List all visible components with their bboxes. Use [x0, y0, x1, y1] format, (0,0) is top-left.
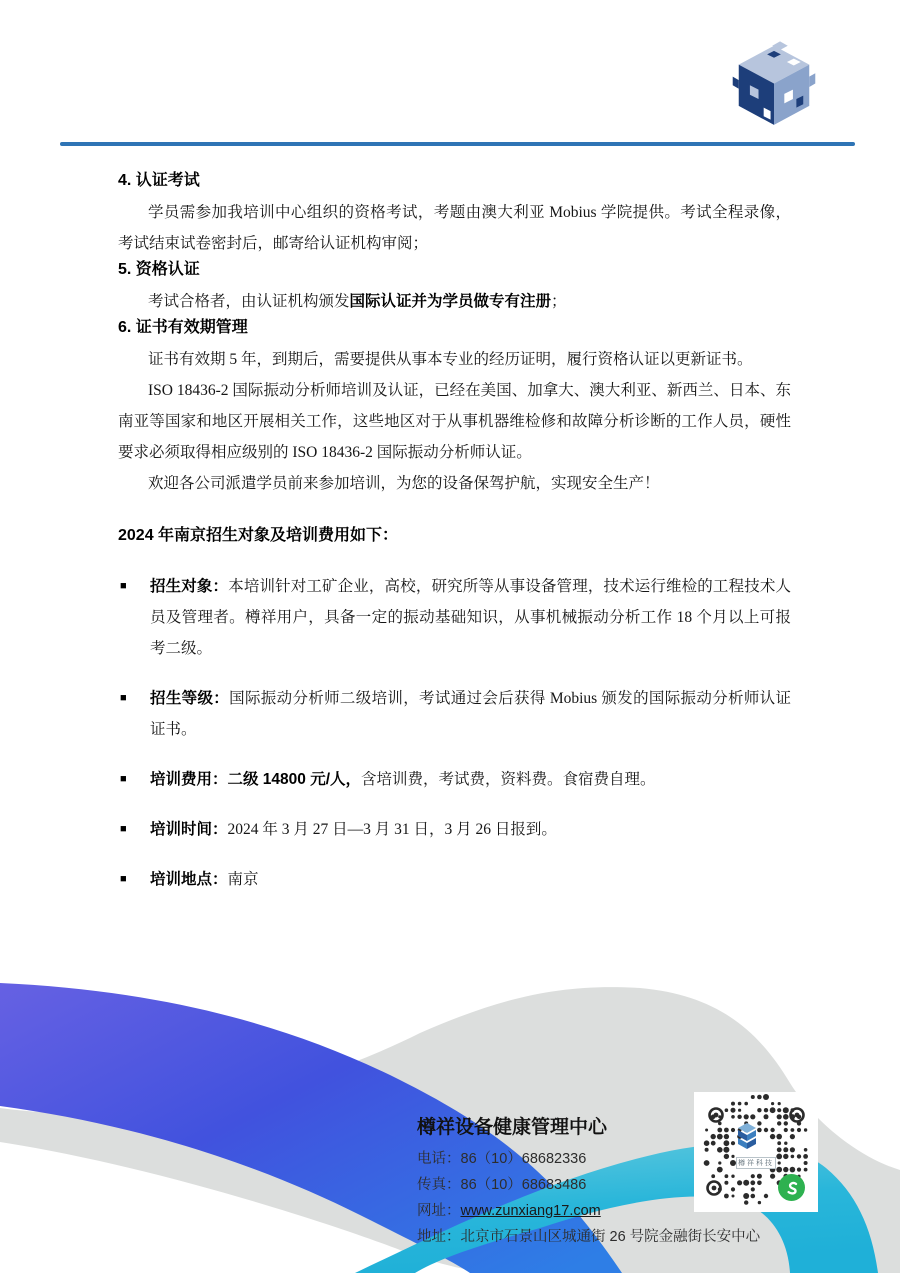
item-text: 南京	[227, 871, 259, 888]
list-item-fee	[118, 764, 791, 795]
header-rule	[60, 142, 855, 146]
list-item-level	[118, 683, 791, 745]
bullet-square-icon: ■	[120, 580, 127, 592]
section4-text: 学员需参加我培训中心组织的资格考试，考题由澳大利亚 Mobius 学院提供。考试全程录像，考试结束试卷密封后，邮寄给认证机构审阅；	[118, 204, 791, 252]
section6-title: 证书有效期管理	[135, 319, 248, 336]
website-link[interactable]: www.zunxiang17.com	[460, 1203, 601, 1219]
item-label: 培训时间：	[150, 821, 228, 838]
section5-suffix: ；	[551, 293, 567, 310]
bullet-square-icon: ■	[120, 773, 127, 785]
section6-paragraph-3: 欢迎各公司派遣学员前来参加培训，为您的设备保驾护航，实现安全生产！	[148, 475, 660, 492]
section5-number: 5.	[118, 261, 132, 278]
item-text: 含培训费，考试费，资料费。食宿费自理。	[361, 771, 656, 788]
section5-text: 考试合格者，由认证机构颁发	[148, 293, 350, 310]
address-text: 北京市石景山区城通街 26 号院金融街长安中心	[460, 1229, 761, 1245]
section4-title: 认证考试	[135, 172, 200, 189]
website-label: 网址：	[417, 1203, 461, 1219]
address-line	[417, 1224, 787, 1250]
list-item-location	[118, 864, 791, 895]
section4-heading	[118, 170, 791, 192]
bullet-square-icon: ■	[120, 823, 127, 835]
list-item-target-audience	[118, 571, 791, 664]
item-label: 培训费用：二级 14800 元/人，	[150, 771, 362, 788]
phone-number: 86（10）68682336	[460, 1151, 587, 1167]
section5-bold-text: 国际认证并为学员做专有注册	[349, 293, 552, 310]
item-label: 培训地点：	[150, 871, 228, 888]
item-text: 2024 年 3 月 27 日—3 月 31 日，3 月 26 日报到。	[227, 821, 557, 838]
item-label: 招生等级：	[150, 690, 230, 707]
bullet-square-icon: ■	[120, 692, 127, 704]
section6-paragraph-2: ISO 18436-2 国际振动分析师培训及认证，已经在美国、加拿大、澳大利亚、新西兰、日本、东南亚等国家和地区开展相关工作，这些地区对于从事机器维检修和故障分析诊断的工作人员，硬性要求必须取得相应级别的 ISO 18436-2 国际振动分析师认证。	[118, 382, 791, 461]
section5-heading	[118, 259, 791, 281]
qr-logo-cube-icon	[732, 1122, 762, 1152]
address-label: 地址：	[417, 1229, 461, 1245]
item-text: 国际振动分析师二级培训，考试通过会后获得 Mobius 颁发的国际振动分析师认证证书。	[150, 690, 791, 738]
wechat-icon	[778, 1174, 805, 1201]
item-label: 招生对象：	[150, 578, 229, 595]
list-item-time	[118, 814, 791, 845]
fax-number: 86（10）68683486	[460, 1177, 587, 1193]
qr-logo-label: 樽祥科技	[736, 1157, 776, 1169]
qr-center-logo	[732, 1122, 780, 1174]
document-body	[118, 170, 791, 914]
organization-name: 樽祥设备健康管理中心	[417, 1117, 608, 1138]
section4-number: 4.	[118, 172, 132, 189]
section4-paragraph	[118, 197, 791, 259]
section5-title: 资格认证	[135, 261, 200, 278]
section6-number: 6.	[118, 319, 132, 336]
section5-paragraph	[118, 286, 791, 317]
section6-heading	[118, 317, 791, 339]
bullet-square-icon: ■	[120, 873, 127, 885]
qr-code	[694, 1092, 818, 1212]
section6-paragraph-1: 证书有效期 5 年，到期后，需要提供从事本专业的经历证明，履行资格认证以更新证书。	[148, 351, 753, 368]
enrollment-list	[118, 571, 791, 895]
phone-label: 电话：	[417, 1151, 461, 1167]
item-text: 本培训针对工矿企业，高校，研究所等从事设备管理，技术运行维检的工程技术人员及管理者。樽祥用户，具备一定的振动基础知识，从事机械振动分析工作 18 个月以上可报考二级。	[150, 578, 791, 657]
enrollment-heading: 2024 年南京招生对象及培训费用如下：	[118, 527, 399, 544]
fax-label: 传真：	[417, 1177, 461, 1193]
company-logo-cube	[731, 40, 817, 134]
